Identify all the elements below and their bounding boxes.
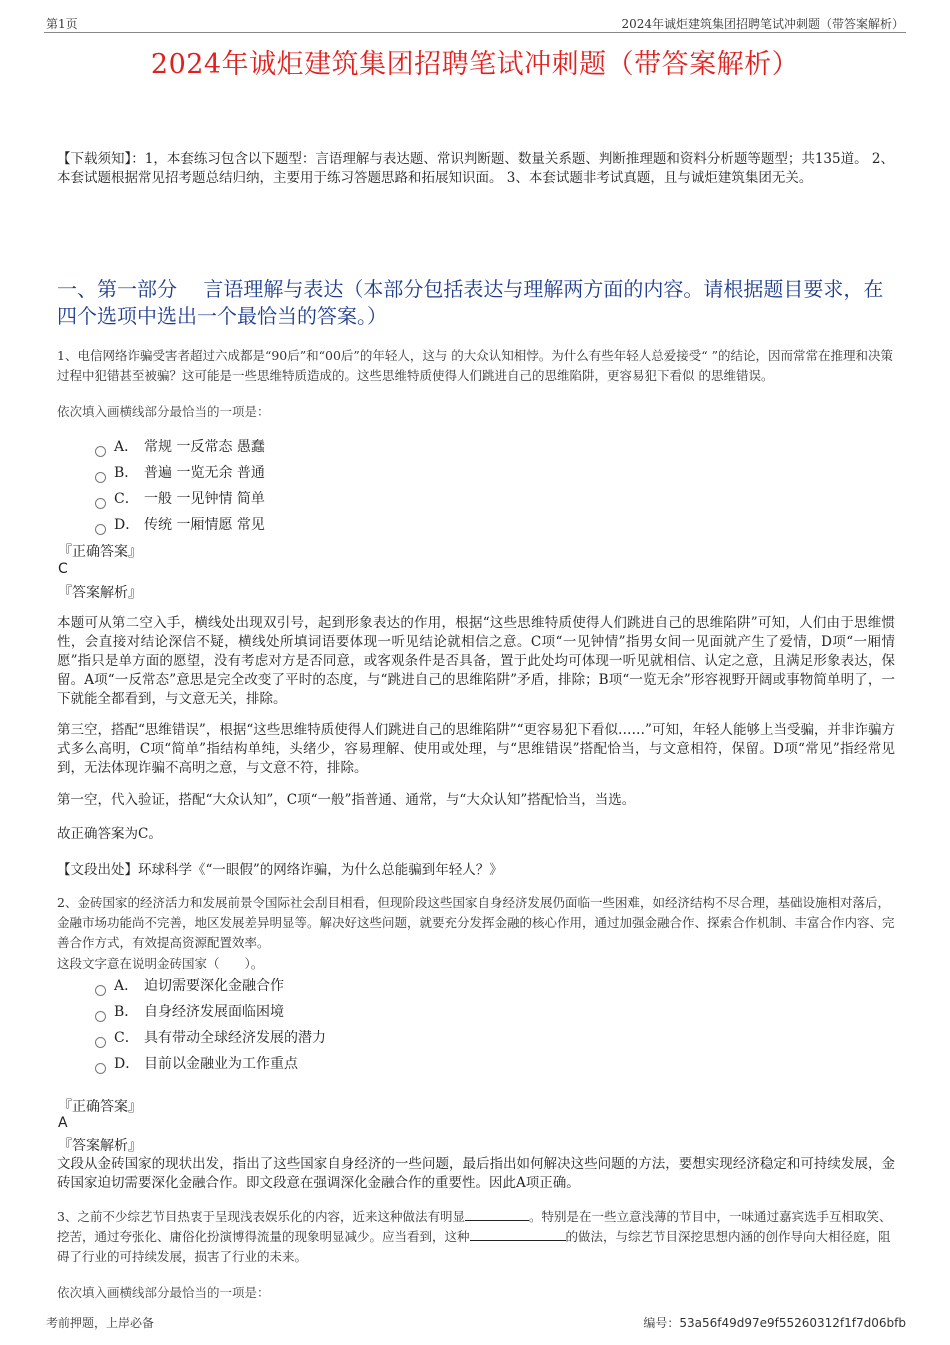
option-text: 普遍 一览无余 普通 xyxy=(144,465,265,481)
analysis-paragraph: 第三空，搭配“思维错误”，根据“这些思维特质使得人们跳进自己的思维陷阱”“更容易犯下看似……”可知，年轻人能够上当受骗，并非诈骗方式多么高明，C项“简单”指结构单纯，头绪少，容易理解、使用或处理，与“思维错误”搭配恰当，与文意相符，保留。D项“常见”指经常见到，无法体现诈骗不高明之意，与文意不符，排除。 xyxy=(57,722,895,776)
radio-icon[interactable] xyxy=(95,446,106,457)
option-a[interactable]: A． 常规 一反常态 愚蠢 xyxy=(95,436,265,462)
document-code: 53a56f49d97e9f55260312f1f7d06bfb xyxy=(679,1316,906,1330)
option-text: 目前以金融业为工作重点 xyxy=(144,1056,298,1072)
option-a[interactable]: A． 迫切需要深化金融合作 xyxy=(95,975,326,1001)
fill-blank xyxy=(465,1208,529,1221)
analysis-paragraph: 文段从金砖国家的现状出发，指出了这些国家自身经济的一些问题，最后指出如何解决这些问题的方法，要想实现经济稳定和可持续发展，金砖国家迫切需要深化金融合作。即文段意在强调深化金融合作的重要性。因此A项正确。 xyxy=(57,1156,895,1191)
option-text: 一般 一见钟情 简单 xyxy=(144,491,265,507)
analysis-paragraph: 第一空，代入验证，搭配“大众认知”，C项“一般”指普通、通常，与“大众认知”搭配恰当，当选。 xyxy=(57,792,636,808)
option-b[interactable]: B． 普遍 一览无余 普通 xyxy=(95,462,265,488)
option-c[interactable]: C． 一般 一见钟情 简单 xyxy=(95,488,265,514)
section-heading: 一、第一部分 言语理解与表达（本部分包括表达与理解两方面的内容。请根据题目要求，在四个选项中选出一个最恰当的答案。） xyxy=(57,277,884,328)
question-1-prompt: 依次填入画横线部分最恰当的一项是： xyxy=(57,404,270,419)
question-3-prompt: 依次填入画横线部分最恰当的一项是： xyxy=(57,1285,270,1300)
analysis-label: 『答案解析』 xyxy=(58,1138,142,1154)
radio-icon[interactable] xyxy=(95,1063,106,1074)
radio-icon[interactable] xyxy=(95,1011,106,1022)
option-text: 具有带动全球经济发展的潜力 xyxy=(144,1030,326,1046)
radio-icon[interactable] xyxy=(95,524,106,535)
option-text: 迫切需要深化金融合作 xyxy=(144,978,284,994)
footer-slogan: 考前押题，上岸必备 xyxy=(46,1316,155,1330)
correct-answer: A xyxy=(58,1115,68,1131)
question-1-options xyxy=(95,436,265,540)
fill-blank xyxy=(470,1228,566,1241)
radio-icon[interactable] xyxy=(95,985,106,996)
radio-icon[interactable] xyxy=(95,472,106,483)
analysis-label: 『答案解析』 xyxy=(58,585,142,601)
page-number: 第1页 xyxy=(46,17,78,31)
correct-answer-label: 『正确答案』 xyxy=(58,544,142,560)
option-b[interactable]: B． 自身经济发展面临困境 xyxy=(95,1001,326,1027)
source-citation: 【文段出处】环球科学《“一眼假”的网络诈骗，为什么总能骗到年轻人？》 xyxy=(57,862,503,878)
analysis-conclusion: 故正确答案为C。 xyxy=(57,826,162,842)
option-d[interactable]: D． 目前以金融业为工作重点 xyxy=(95,1053,326,1079)
question-2-stem: 这段文字意在说明金砖国家（ ）。 xyxy=(57,956,264,971)
question-1-text: 1、电信网络诈骗受害者超过六成都是“90后”和“00后”的年轻人，这与 的大众认知相悖。为什么有些年轻人总爱接受“ ”的结论，因而常常在推理和决策过程中犯错甚至被骗？这可能是一些思维特质造成的。这些思维特质使得人们跳进自己的思维陷阱，更容易犯下看似 的思维错误。 xyxy=(57,348,894,383)
page-header xyxy=(44,14,906,33)
analysis-paragraph: 本题可从第二空入手，横线处出现双引号，起到形象表达的作用，根据“这些思维特质使得人们跳进自己的思维陷阱”可知，人们由于思维惯性，会直接对结论深信不疑，横线处所填词语要体现一听见结论就相信之意。C项“一见钟情”指男女间一见面就产生了爱情，D项“一厢情愿”指只是单方面的愿望，没有考虑对方是否同意，或客观条件是否具备，置于此处均可体现一听见就相信、认定之意，且满足形象表达，保留。A项“一反常态”意思是完全改变了平时的态度，与“跳进自己的思维陷阱”矛盾，排除；B项“一览无余”形容视野开阔或事物简单明了，一下就能全都看到，与文意无关，排除。 xyxy=(57,615,895,707)
header-doc-title: 2024年诚炬建筑集团招聘笔试冲刺题（带答案解析） xyxy=(621,17,904,31)
option-text: 传统 一厢情愿 常见 xyxy=(144,517,265,533)
option-c[interactable]: C． 具有带动全球经济发展的潜力 xyxy=(95,1027,326,1053)
option-text: 自身经济发展面临困境 xyxy=(144,1004,284,1020)
radio-icon[interactable] xyxy=(95,498,106,509)
footer-code: 编号：53a56f49d97e9f55260312f1f7d06bfb xyxy=(643,1316,906,1330)
question-2-text: 2、金砖国家的经济活力和发展前景令国际社会刮目相看，但现阶段这些国家自身经济发展仍面临一些困难，如经济结构不尽合理，基础设施相对落后，金融市场功能尚不完善，地区发展差异明显等。解决好这些问题，就要充分发挥金融的核心作用，通过加强金融合作、探索合作机制、丰富合作内容、完善合作方式，有效提高资源配置效率。 xyxy=(57,895,895,950)
download-notice: 【下载须知】：1，本套练习包含以下题型：言语理解与表达题、常识判断题、数量关系题、判断推理题和资料分析题等题型；共135道。 2、本套试题根据常见招考题总结归纳，主要用于练习答题思路和拓展知识面。 3、本套试题非考试真题，且与诚炬建筑集团无关。 xyxy=(57,151,894,186)
option-text: 常规 一反常态 愚蠢 xyxy=(144,439,265,455)
radio-icon[interactable] xyxy=(95,1037,106,1048)
correct-answer-label: 『正确答案』 xyxy=(58,1099,142,1115)
question-3-text: 3、之前不少综艺节目热衷于呈现浅表娱乐化的内容，近来这种做法有明显 。特别是在一些立意浅薄的节目中，一味通过嘉宾选手互相取笑、挖苦，通过夸张化、庸俗化扮演博得流量的现象明显减少。应当看到，这种 的做法，与综艺节目深挖思想内涵的创作导向大相径庭，阻碍了行业的可持续发展，损害了行业的未来。 xyxy=(57,1209,892,1264)
page-title: 2024年诚炬建筑集团招聘笔试冲刺题（带答案解析） xyxy=(150,49,800,80)
question-2-options xyxy=(95,975,326,1079)
option-d[interactable]: D． 传统 一厢情愿 常见 xyxy=(95,514,265,540)
correct-answer: C xyxy=(58,561,68,577)
